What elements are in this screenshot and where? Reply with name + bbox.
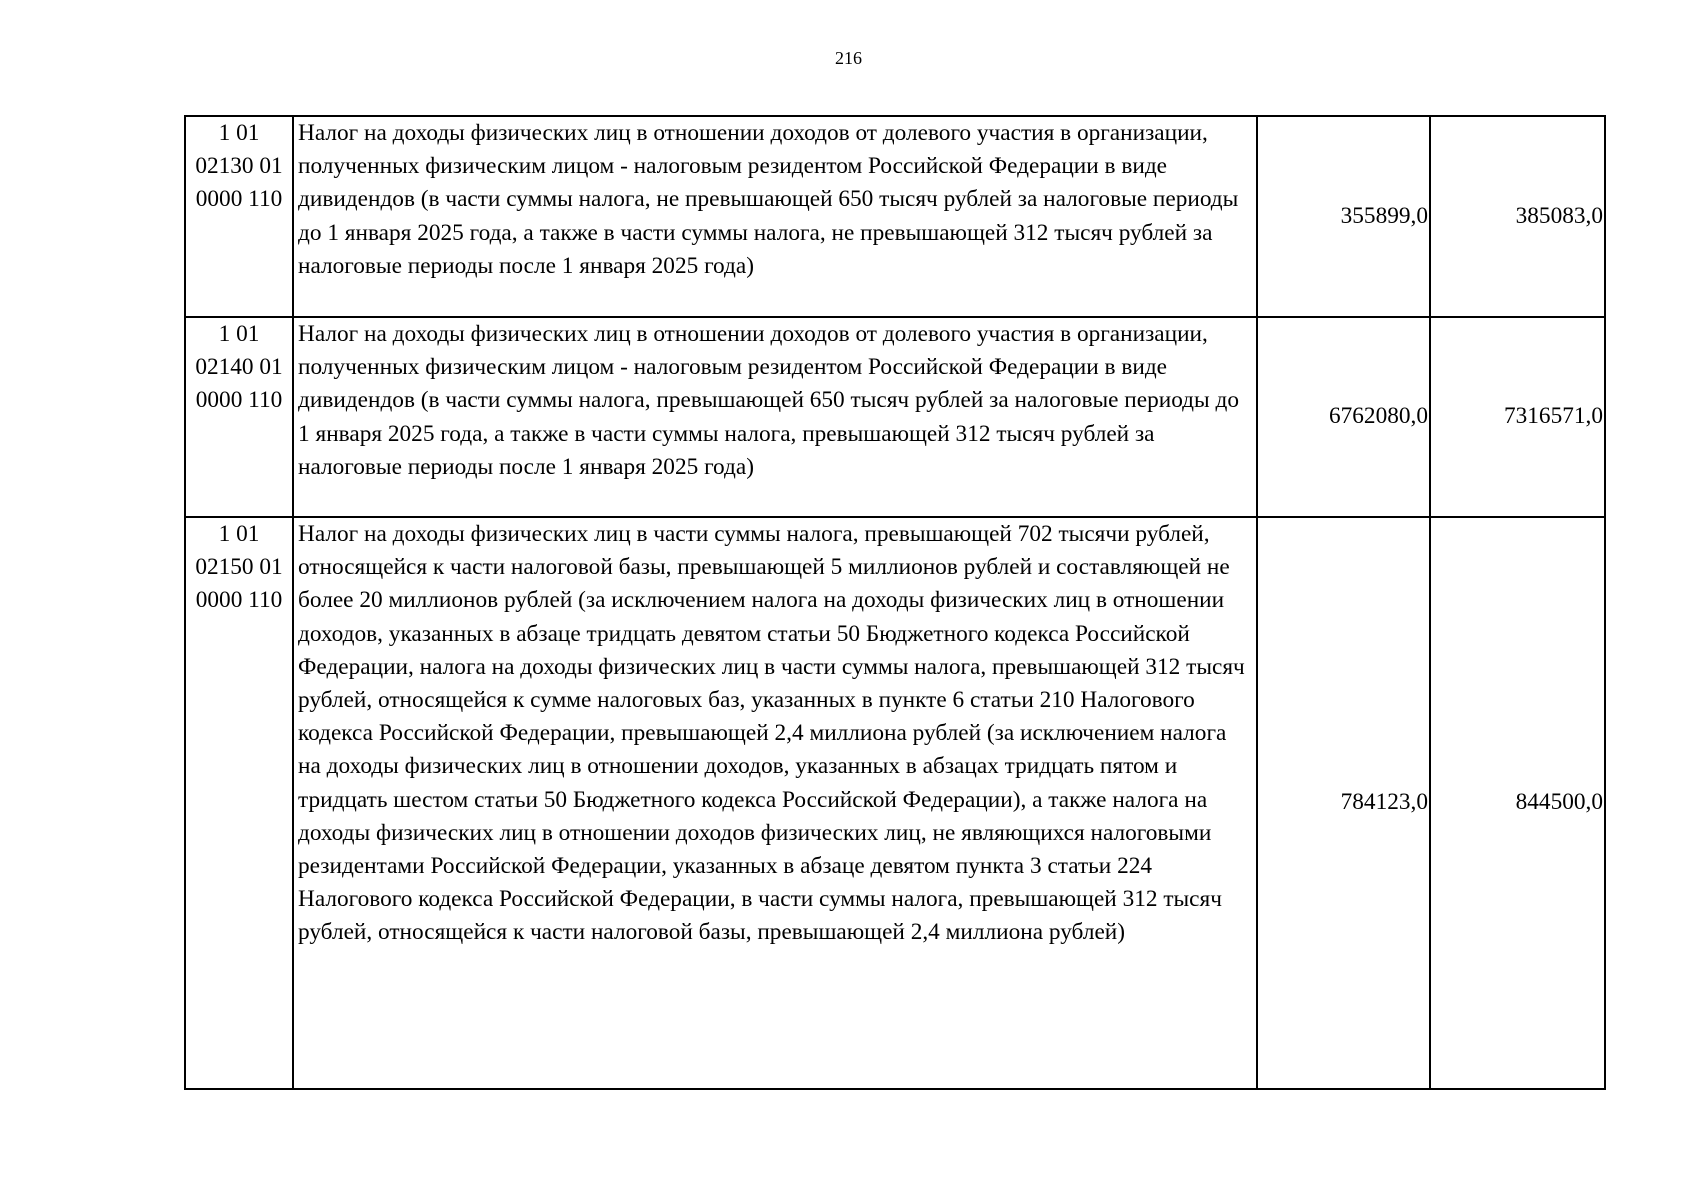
code-line: 0000 110: [195, 186, 283, 213]
amount-cell-2: 7316571,0: [1430, 317, 1605, 517]
revenue-description-cell: Налог на доходы физических лиц в части суммы налога, превышающей 702 тысячи рублей, относящейся к части налоговой базы, превышающей 5 миллионов рублей и составляющей не более 20 миллионов рублей (за исключением налога на доходы физических лиц в отношении доходов, указанных в абзаце тридцать девятом статьи 50 Бюджетного кодекса Российской Федерации, налога на доходы физических лиц в части суммы налога, превышающей 312 тысяч рублей, относящейся к сумме налоговых баз, указанных в пункте 6 статьи 210 Налогового кодекса Российской Федерации, превышающей 2,4 миллиона рублей (за исключением налога на доходы физических лиц в отношении доходов, указанных в абзацах тридцать пятом и тридцать шестом статьи 50 Бюджетного кодекса Российской Федерации), а также налога на доходы физических лиц в отношении доходов физических лиц, не являющихся налоговыми резидентами Российской Федерации, указанных в абзаце девятом пункта 3 статьи 224 Налогового кодекса Российской Федерации, в части суммы налога, превышающей 312 тысяч рублей, относящейся к части налоговой базы, превышающей 2,4 миллиона рублей): [293, 517, 1257, 1089]
amount-cell-2: 385083,0: [1430, 116, 1605, 317]
revenue-table: [184, 115, 1606, 1090]
amount-cell-1: 6762080,0: [1257, 317, 1430, 517]
revenue-description-cell: Налог на доходы физических лиц в отношении доходов от долевого участия в организации, полученных физическим лицом - налоговым резидентом Российской Федерации в виде дивидендов (в части суммы налога, превышающей 650 тысяч рублей за налоговые периоды до 1 января 2025 года, а также в части суммы налога, превышающей 312 тысяч рублей за налоговые периоды после 1 января 2025 года): [293, 317, 1257, 517]
code-line: 0000 110: [195, 387, 283, 414]
classification-code-cell: [185, 517, 293, 1089]
amount-cell-1: 355899,0: [1257, 116, 1430, 317]
table-row: [185, 116, 1605, 317]
code-line: 02150 01: [195, 554, 283, 581]
table-row: [185, 517, 1605, 1089]
code-line: 1 01: [218, 321, 260, 347]
amount-cell-1: 784123,0: [1257, 517, 1430, 1089]
classification-code-cell: [185, 317, 293, 517]
amount-cell-2: 844500,0: [1430, 517, 1605, 1089]
code-line: 1 01: [218, 120, 260, 146]
page-number: 216: [835, 48, 862, 68]
classification-code-cell: [185, 116, 293, 317]
revenue-description-cell: Налог на доходы физических лиц в отношении доходов от долевого участия в организации, полученных физическим лицом - налоговым резидентом Российской Федерации в виде дивидендов (в части суммы налога, не превышающей 650 тысяч рублей за налоговые периоды до 1 января 2025 года, а также в части суммы налога, не превышающей 312 тысяч рублей за налоговые периоды после 1 января 2025 года): [293, 116, 1257, 317]
table-row: [185, 317, 1605, 517]
code-line: 02140 01: [195, 354, 283, 381]
code-line: 1 01: [218, 521, 260, 547]
code-line: 02130 01: [195, 153, 283, 180]
code-line: 0000 110: [195, 587, 283, 614]
